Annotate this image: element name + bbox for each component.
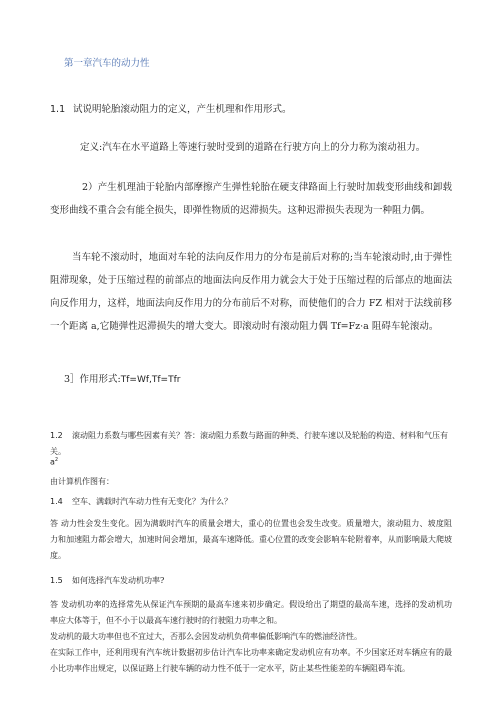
action-form-line [64,371,180,385]
a-base: a [50,457,55,467]
rolling-resistance-paragraph: 当车轮不滚动时，地面对车轮的法向反作用力的分布是前后对称的;当车轮滚动时,由于弹性阻滞现象，处于压缩过程的前部点的地面法向反作用力就会大于处于压缩过程的后部点的地面法向反作用力，这样，地面法向反作用力的分布前后不对称，而使他们的合力 FZ 相对于法线前移一个距离 a,它随弹性迟滞损失的增大变大。即滚动时有滚动阻力偶 Tf=Fz·a 阻碍车轮滚动。 [50,252,452,332]
question-number: 1.1 [50,104,66,115]
a-squared-label [50,457,58,467]
a-exponent: 2 [54,457,59,463]
question-1-1 [50,101,292,115]
answer-paragraph: 答 发动机功率的选择常先从保证汽车预期的最高车速来初步确定。假设给出了期望的最高车速，选择的发动机功率应大体等于，但不小于以最高车速行驶时的行驶阻力功率之和。 [50,600,452,625]
action-form-label: 3］作用形式: [64,374,121,385]
question-text: 如何选择汽车发动机功率? [72,576,165,585]
question-text: 空车、满载时汽车动力性有无变化？为什么？ [72,497,232,506]
answer-1-5 [50,597,452,677]
question-number: 1.5 [50,576,63,585]
calc-note: 由计算机作图有： [50,477,114,486]
chapter-title: 第一章汽车的动力性 [64,58,150,69]
question-number: 1.4 [50,497,63,506]
definition-paragraph: 定义:汽车在水平道路上等速行驶时受到的道路在行驶方向上的分力称为滚动祖力。 [80,142,426,153]
question-1-2 [50,428,452,460]
answer-paragraph: 发动机的最大功率但也不宜过大，否那么会因发动机负荷率偏低影响汽车的燃油经济性。 [50,632,362,641]
question-text: 滚动阻力系数与哪些因素有关？答：滚动阻力系数与路面的种类、行驶车速以及轮胎的构造、材料和气压有关。 [50,431,448,456]
question-text: 试说明轮胎滚动阻力的定义，产生机理和作用形式。 [73,104,292,115]
action-form-formula: Tf=Wf,Tf=Tfr [120,375,181,385]
mechanism-paragraph: 2）产生机理油于轮胎内部摩擦产生弹性轮胎在硬支律路面上行驶时加载变形曲线和卸载变形曲线不重合会有能全损失，即弹性物质的迟滞损失。这种迟滞损失表现为一种阻力偶。 [50,182,452,216]
answer-paragraph: 在实际工作中，还利用现有汽车统计数据初步估计汽车比功率来确定发动机应有功率。不少国家还对车辆应有的最小比功率作出规定，以保证路上行驶车辆的动力性不低于一定水平，防止某些性能差的车辆阻碍车流。 [50,648,452,673]
question-number: 1.2 [50,431,63,440]
question-1-4 [50,494,232,510]
question-1-5 [50,573,164,589]
answer-1-4: 答 动力性会发生变化。因为满载时汽车的质量会增大，重心的位置也会发生改变。质量增大，滚动阻力、坡度阻力和加速阻力都会增大，加速时间会增加，最高车速降低。重心位置的改变会影响车轮附着率，从而影响最大爬坡度。 [50,519,452,560]
